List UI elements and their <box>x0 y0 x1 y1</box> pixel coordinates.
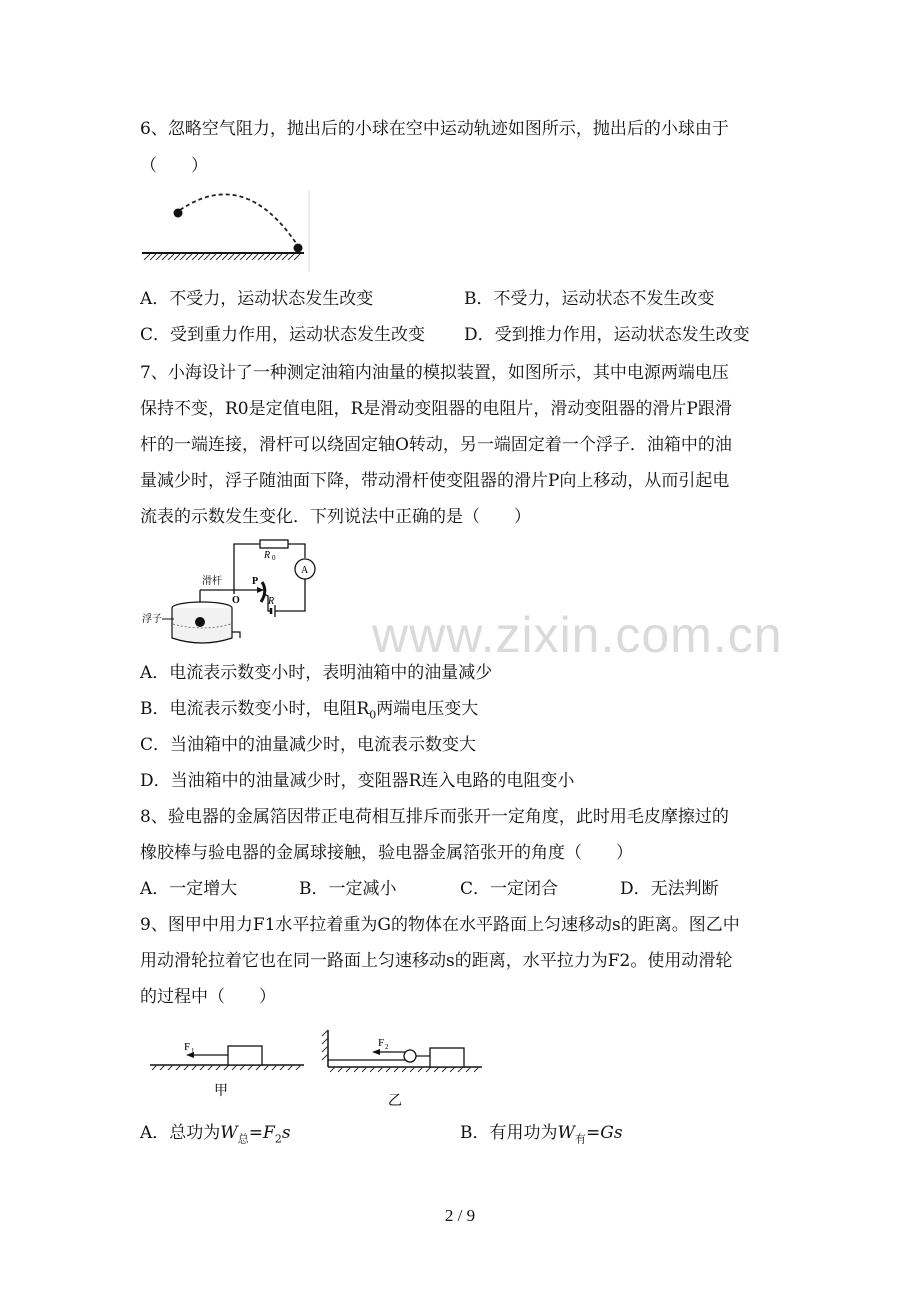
q8-option-c: C．一定闭合 <box>460 879 559 899</box>
q8-stem-line-2: 橡胶棒与验电器的金属球接触，验电器金属箔张开的角度（ ） <box>140 843 633 863</box>
block-yi <box>430 1048 464 1067</box>
pulley-icon <box>404 1050 416 1062</box>
rheostat-icon <box>261 582 265 602</box>
f1-label: F <box>184 1041 191 1053</box>
r0-label: R <box>264 550 271 561</box>
q9-stem-line-1: 9、图甲中用力F1水平拉着重为G的物体在水平路面上匀速移动s的距离。图乙中 <box>140 915 740 935</box>
float-icon <box>195 617 205 627</box>
q8-option-d: D．无法判断 <box>620 879 719 899</box>
q7-option-d: D．当油箱中的油量减少时，变阻器R连入电路的电阻变小 <box>140 771 575 791</box>
f2-label: F <box>378 1037 385 1049</box>
q7-option-b: B．电流表示数变小时，电阻$R_0$两端电压变大 <box>140 699 479 722</box>
p-label: P <box>252 576 259 587</box>
jia-caption: 甲 <box>214 1084 228 1099</box>
watermark: www.zixin.com.cn <box>372 607 783 663</box>
q7-option-c: C．当油箱中的油量减少时，电流表示数变大 <box>140 735 477 755</box>
q7-stem-line-5: 流表的示数发生变化．下列说法中正确的是（ ） <box>140 507 531 527</box>
q6-option-b: B．不受力，运动状态不发生改变 <box>464 289 715 309</box>
r0-subscript: 0 <box>272 554 276 562</box>
q6-trajectory-figure <box>140 188 315 274</box>
f2-arrow <box>372 1049 380 1055</box>
q9-pulley-figure <box>148 1028 488 1110</box>
q7-stem-line-2: 保持不变，R0是定值电阻，R是滑动变阻器的电阻片，滑动变阻器的滑片P跟滑 <box>140 399 732 419</box>
q7-stem-line-3: 杆的一端连接，滑杆可以绕固定轴O转动，另一端固定着一个浮子．油箱中的油 <box>140 435 732 455</box>
q9-stem-line-3: 的过程中（ ） <box>140 987 276 1007</box>
q8-option-a: A．一定增大 <box>140 879 238 899</box>
q6-option-c: C．受到重力作用，运动状态发生改变 <box>140 325 426 345</box>
r-label: R <box>268 596 275 607</box>
q7-circuit-figure <box>140 536 330 656</box>
o-label: O <box>232 595 240 606</box>
r0-resistor <box>260 540 288 548</box>
q9-option-a: A．总功为$W_总=F_2s$ <box>140 1123 291 1146</box>
block-jia <box>228 1046 262 1065</box>
trajectory-path <box>180 194 298 246</box>
ball-end <box>294 244 303 253</box>
q6-stem-line-1: 6、忽略空气阻力，抛出后的小球在空中运动轨迹如图所示，抛出后的小球由于 <box>140 119 729 139</box>
page-number: 2 / 9 <box>444 1206 476 1225</box>
q6-option-a: A．不受力，运动状态发生改变 <box>140 289 374 309</box>
q9-option-b: B．有用功为$W_有=Gs$ <box>460 1123 623 1146</box>
q7-stem-line-4: 量减少时，浮子随油面下降，带动滑杆使变阻器的滑片P向上移动，从而引起电 <box>140 471 730 491</box>
q9-stem-line-2: 用动滑轮拉着它也在同一路面上匀速移动s的距离，水平拉力为F2。使用动滑轮 <box>140 951 733 971</box>
rod-label: 滑杆 <box>202 576 222 587</box>
ammeter-label: A <box>301 565 309 576</box>
q6-stem-line-2: （ ） <box>140 156 208 176</box>
f2-subscript: 2 <box>385 1043 389 1051</box>
q7-option-a: A．电流表示数变小时，表明油箱中的油量减少 <box>140 663 493 683</box>
q8-stem-line-1: 8、验电器的金属箔因带正电荷相互排斥而张开一定角度，此时用毛皮摩擦过的 <box>140 807 729 827</box>
q8-option-b: B．一定减小 <box>299 879 397 899</box>
float-label: 浮子 <box>142 614 162 625</box>
f1-subscript: 1 <box>191 1047 195 1055</box>
q7-stem-line-1: 7、小海设计了一种测定油箱内油量的模拟装置，如图所示，其中电源两端电压 <box>140 363 729 383</box>
tank-tap <box>232 632 240 638</box>
q6-option-d: D．受到推力作用，运动状态发生改变 <box>464 325 750 345</box>
yi-caption: 乙 <box>388 1094 402 1109</box>
